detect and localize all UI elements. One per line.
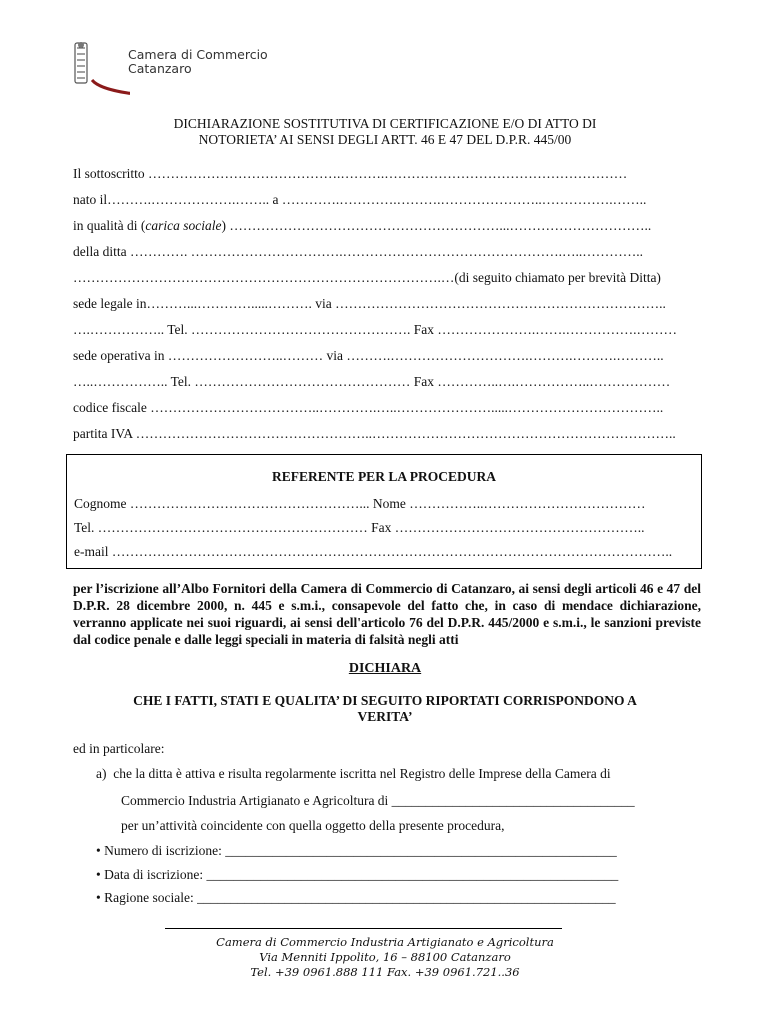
item-a-line2[interactable]: Commercio Industria Artigianato e Agricoltura di ____________________________________: [121, 793, 635, 808]
coat-of-arms-icon: [70, 40, 130, 100]
title-line2: NOTORIETA’ AI SENSI DEGLI ARTT. 46 E 47 DEL D.P.R. 445/00: [198, 132, 572, 147]
field-referente-tel-fax[interactable]: Tel. …………………………………………………… Fax ………………………………………………..: [74, 520, 645, 535]
item-a-line3: per un’attività coincidente con quella oggetto della presente procedura,: [121, 818, 505, 833]
logo-line2: Catanzaro: [128, 61, 192, 76]
field-codice-fiscale[interactable]: codice fiscale ………………………………..………….…..………………….....……………………………..: [73, 400, 664, 415]
item-a-marker: a): [96, 766, 107, 781]
item-a-text1: che la ditta è attiva e risulta regolarmente iscritta nel Registro delle Imprese della Camera di: [113, 766, 611, 781]
item-a-line1: [96, 766, 696, 782]
footer-line1: Camera di Commercio Industria Artigianato e Agricoltura: [216, 935, 554, 949]
che-line2: VERITA’: [357, 709, 413, 724]
field-numero-iscrizione[interactable]: • Numero di iscrizione: __________________________________________________________: [96, 843, 617, 858]
field-qualita[interactable]: [73, 218, 697, 234]
footer-line3: Tel. +39 0961.888 111 Fax. +39 0961.721..36: [250, 965, 520, 979]
field-cognome-nome[interactable]: Cognome ……………………………………………... Nome ……………..………………………………: [74, 496, 646, 511]
field-partita-iva[interactable]: partita IVA ……………………………………………..…………………………………………………………..: [73, 426, 676, 441]
field-sottoscritto[interactable]: Il sottoscritto …………………………………….……….………………………………………………: [73, 166, 628, 181]
field-nato[interactable]: nato il……….……………….…….. a ………….………….……….…………………..…………….……..: [73, 192, 647, 207]
qualita-suffix: ) ……………………………………………………...…………………………..: [221, 218, 652, 233]
field-ragione-sociale[interactable]: • Ragione sociale: ______________________________________________________________: [96, 890, 616, 905]
field-data-iscrizione[interactable]: • Data di iscrizione: _____________________________________________________________: [96, 867, 619, 882]
footer-divider: [165, 928, 562, 929]
field-referente-email[interactable]: e-mail ……………………………………………………………………………………………………………..: [74, 544, 673, 559]
chamber-logo: [70, 40, 270, 100]
field-ditta[interactable]: della ditta …………. …………………………….………………………………………….…..…………..: [73, 244, 643, 259]
declaration-paragraph: per l’iscrizione all’Albo Fornitori della Camera di Commercio di Catanzaro, ai sensi degli articoli 46 e 47 del D.P.R. 28 dicembre 2000, n. 445 e s.m.i., consapevole del fatto che, in caso di mendace dichiarazione, verranno applicate nei suoi riguardi, ai sensi dell'articolo 76 del D.P.R. 445/2000 e s.m.i., le sanzioni previste dal codice penale e dalle leggi speciali in materia di falsità negli atti: [73, 581, 701, 647]
footer: [0, 935, 770, 980]
referente-title: REFERENTE PER LA PROCEDURA: [272, 469, 496, 484]
qualita-prefix: in qualità di (: [73, 218, 146, 233]
referente-box: [66, 454, 702, 569]
dichiara-heading: DICHIARA: [348, 661, 422, 676]
che-line1: CHE I FATTI, STATI E QUALITA’ DI SEGUITO RIPORTATI CORRISPONDONO A: [133, 693, 637, 708]
footer-line2: Via Menniti Ippolito, 16 – 88100 Catanzaro: [259, 950, 511, 964]
title-line1: DICHIARAZIONE SOSTITUTIVA DI CERTIFICAZIONE E/O DI ATTO DI: [173, 116, 597, 131]
logo-line1: Camera di Commercio: [128, 47, 268, 62]
field-tel-fax-operativa[interactable]: …..…………….. Tel. ………………………………………… Fax …………..….……………..………………: [73, 374, 671, 389]
che-heading: [0, 693, 770, 725]
ed-in-particolare: ed in particolare:: [73, 741, 165, 756]
field-sede-operativa[interactable]: sede operativa in ……………………..……… via ……….………………………….……….……….………..: [73, 348, 664, 363]
field-sede-legale[interactable]: sede legale in………...………….....………. via ………………………………………………………………..: [73, 296, 666, 311]
field-tel-fax-legale[interactable]: ….…………….. Tel. …………………………………………. Fax ………………….…….…………….………: [73, 322, 678, 337]
field-ditta-continued[interactable]: ……………………………………………………………………….…(di seguito chiamato per brevità Ditta): [73, 270, 661, 285]
qualita-italic: carica sociale: [145, 218, 222, 233]
document-title: [0, 116, 770, 148]
